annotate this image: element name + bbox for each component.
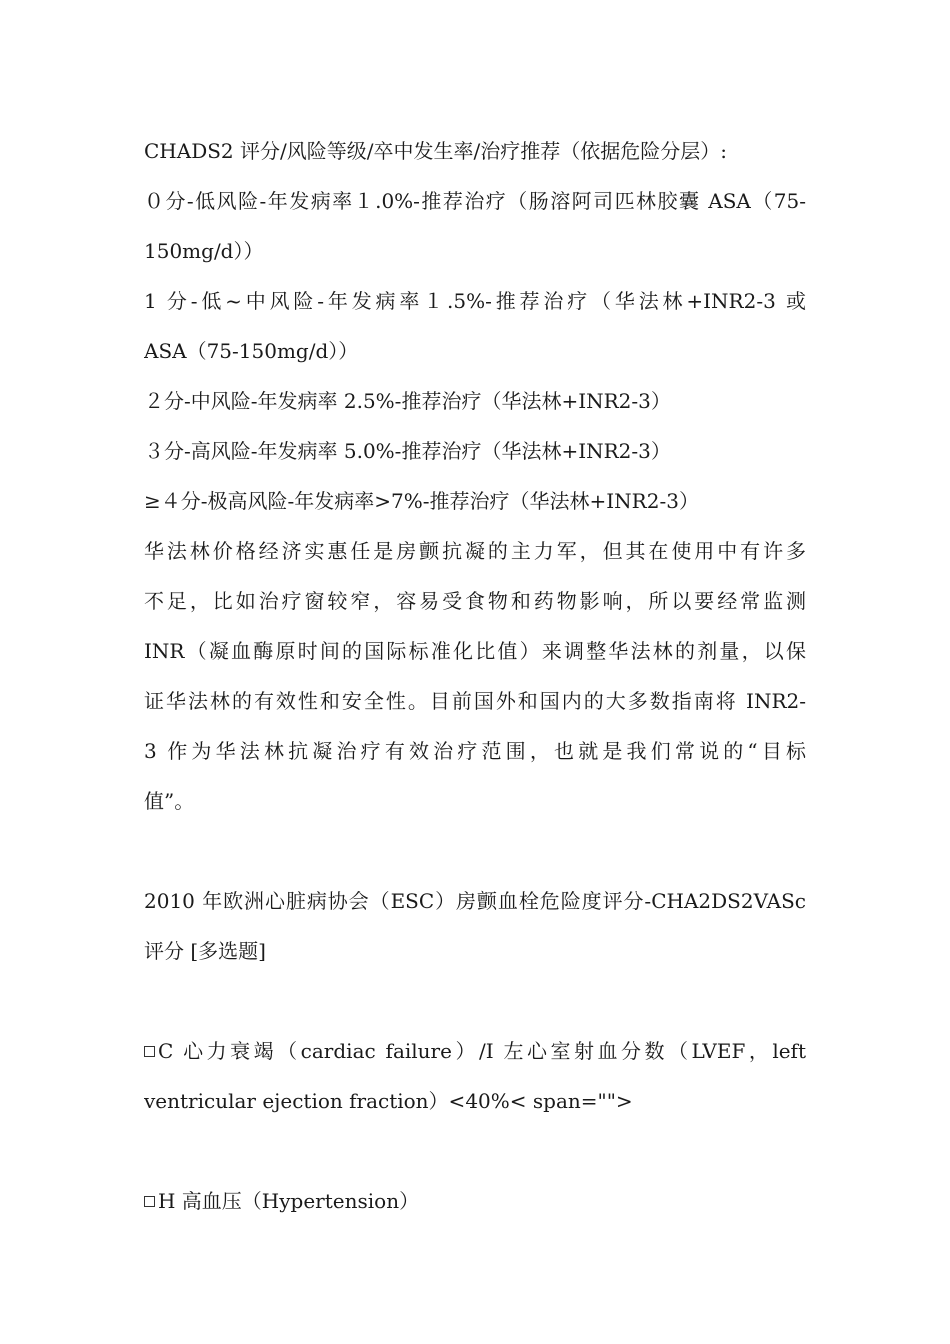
checkbox-icon[interactable] (144, 1046, 155, 1057)
chads2-row-4: ≥４分-极高风险-年发病率>7%-推荐治疗（华法林+INR2-3） (144, 489, 699, 513)
chads2-row-0-line-1: ０分-低风险-年发病率１.0%-推荐治疗（肠溶阿司匹林胶囊 ASA（75- (144, 189, 806, 213)
spacer (144, 826, 806, 876)
chads2-row-1-line-1: 1 分-低~中风险-年发病率１.5%-推荐治疗（华法林+INR2-3 或 (144, 289, 806, 313)
esc-question-title-line-2: 评分 [多选题] (144, 939, 266, 963)
spacer (144, 976, 806, 1026)
checkbox-icon[interactable] (144, 1196, 155, 1207)
warfarin-paragraph-line: 证华法林的有效性和安全性。目前国外和国内的大多数指南将 INR2- (144, 689, 806, 713)
warfarin-paragraph-line: 华法林价格经济实惠任是房颤抗凝的主力军，但其在使用中有许多 (144, 539, 806, 563)
warfarin-paragraph-line: INR（凝血酶原时间的国际标准化比值）来调整华法林的剂量，以保 (144, 639, 806, 663)
document-page (144, 126, 806, 1226)
chads2-heading: CHADS2 评分/风险等级/卒中发生率/治疗推荐（依据危险分层）: (144, 139, 727, 163)
option-hypertension-label: H 高血压（Hypertension） (158, 1189, 420, 1213)
chads2-row-1-line-2: ASA（75-150mg/d）） (144, 339, 359, 363)
chads2-row-0-line-2: 150mg/d）） (144, 239, 264, 263)
esc-question-title-line-1: 2010 年欧洲心脏病协会（ESC）房颤血栓危险度评分-CHA2DS2VASc (144, 889, 806, 913)
warfarin-paragraph-line: 不足，比如治疗窗较窄，容易受食物和药物影响，所以要经常监测 (144, 589, 806, 613)
option-hypertension[interactable] (144, 1176, 806, 1226)
chads2-row-2: ２分-中风险-年发病率 2.5%-推荐治疗（华法林+INR2-3） (144, 389, 671, 413)
option-heart-failure-label-line-2: ventricular ejection fraction）<40%< span=""> (144, 1089, 633, 1113)
option-heart-failure-label-line-1: C 心力衰竭（cardiac failure）/I 左心室射血分数（LVEF，left (158, 1039, 806, 1063)
chads2-row-3: ３分-高风险-年发病率 5.0%-推荐治疗（华法林+INR2-3） (144, 439, 671, 463)
warfarin-paragraph-line: 3 作为华法林抗凝治疗有效治疗范围，也就是我们常说的“目标 (144, 739, 806, 763)
spacer (144, 1126, 806, 1176)
warfarin-paragraph-line: 值”。 (144, 789, 195, 813)
option-heart-failure[interactable] (144, 1026, 806, 1076)
